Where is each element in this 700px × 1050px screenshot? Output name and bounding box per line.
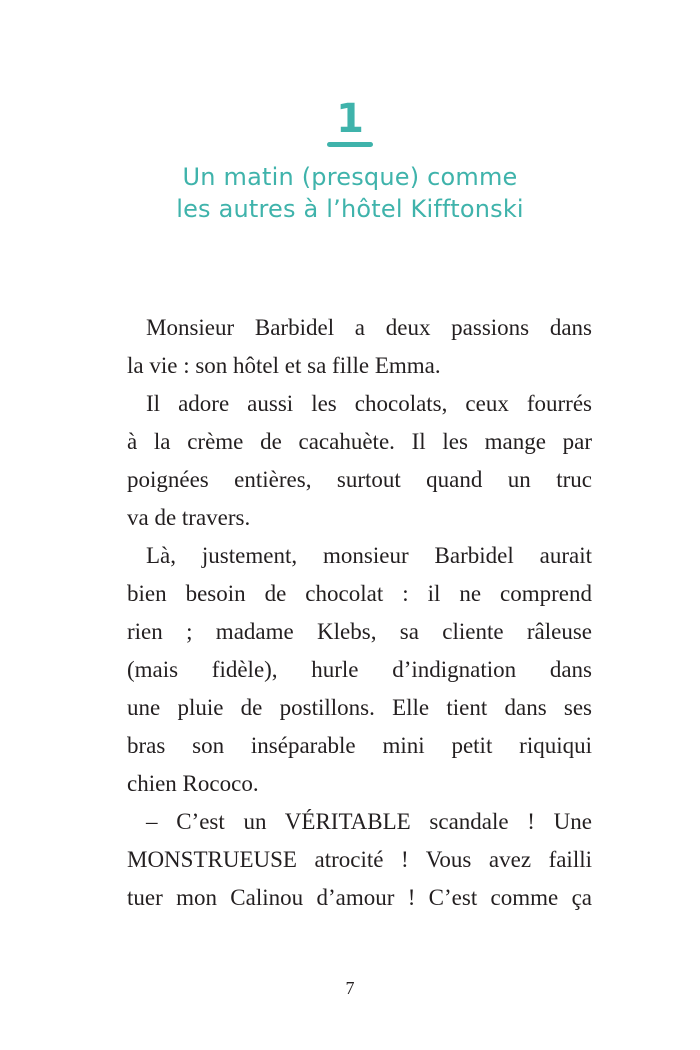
text-line: bien besoin de chocolat : il ne comprend	[127, 581, 592, 606]
text-line: à la crème de cacahuète. Il les mange par	[127, 429, 592, 454]
chapter-title-line-1: Un matin (presque) comme	[182, 163, 518, 191]
chapter-title-line-2: les autres à l’hôtel Kifftonski	[176, 195, 524, 223]
text-line: Là, justement, monsieur Barbidel aurait	[146, 543, 592, 568]
text-line: Il adore aussi les chocolats, ceux fourrés	[146, 391, 592, 416]
text-line: une pluie de postillons. Elle tient dans ses	[127, 695, 592, 720]
text-line: MONSTRUEUSE atrocité ! Vous avez failli	[127, 847, 592, 872]
text-line: – C’est un VÉRITABLE scandale ! Une	[146, 809, 592, 834]
text-line: poignées entières, surtout quand un truc	[127, 467, 592, 492]
text-line: va de travers.	[127, 505, 251, 530]
text-line: chien Rococo.	[127, 771, 259, 796]
paragraph	[108, 803, 592, 917]
body-text	[108, 309, 592, 917]
paragraph	[108, 309, 592, 385]
page-number: 7	[345, 978, 355, 998]
chapter-header	[0, 96, 700, 225]
paragraph	[108, 537, 592, 803]
chapter-number-underline	[327, 142, 373, 147]
text-line: bras son inséparable mini petit riquiqui	[127, 733, 592, 758]
chapter-title	[0, 161, 700, 225]
text-line: rien ; madame Klebs, sa cliente râleuse	[127, 619, 592, 644]
text-line: Monsieur Barbidel a deux passions dans	[146, 315, 592, 340]
text-line: la vie : son hôtel et sa fille Emma.	[127, 353, 441, 378]
paragraph	[108, 385, 592, 537]
text-line: (mais fidèle), hurle d’indignation dans	[127, 657, 592, 682]
text-line: tuer mon Calinou d’amour ! C’est comme ça	[127, 885, 592, 910]
chapter-number: 1	[336, 96, 364, 142]
